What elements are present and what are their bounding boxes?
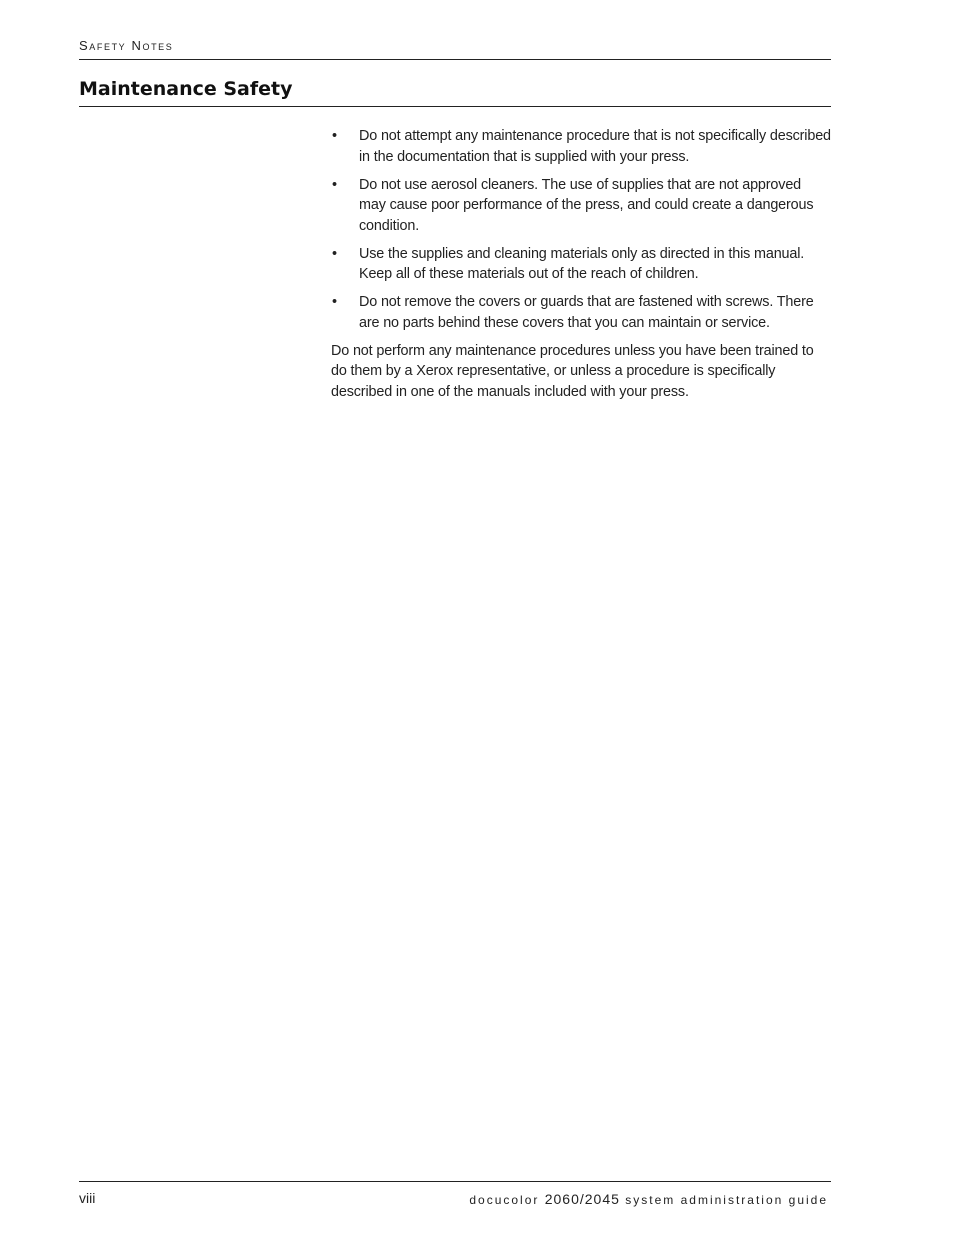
running-head: Safety Notes — [79, 38, 174, 53]
safety-bullet-list — [331, 126, 831, 333]
footer-model: 2060/2045 — [544, 1191, 620, 1207]
bullet-icon: • — [332, 245, 337, 262]
header-rule — [79, 59, 831, 60]
list-item — [331, 244, 831, 285]
list-item-text: Do not use aerosol cleaners. The use of supplies that are not approved may cause poor performance of the press, and could create a dangerous condition. — [359, 176, 814, 234]
list-item-text: Do not attempt any maintenance procedure that is not specifically described in the documentation that is supplied with your press. — [359, 128, 831, 165]
list-item — [331, 292, 831, 333]
page-number: viii — [79, 1190, 96, 1206]
list-item-text: Do not remove the covers or guards that are fastened with screws. There are no parts behind these covers that you can maintain or service. — [359, 294, 814, 331]
section-title: Maintenance Safety — [79, 78, 293, 100]
body-paragraph: Do not perform any maintenance procedures unless you have been trained to do them by a Xerox representative, or unless a procedure is specifically described in one of the manuals included with your press. — [331, 342, 814, 400]
footer-rule — [79, 1181, 831, 1182]
footer-guide-prefix: docucolor — [469, 1193, 540, 1207]
footer-guide-title — [469, 1191, 828, 1207]
footer-guide-suffix: system administration guide — [625, 1193, 828, 1207]
list-item-text: Use the supplies and cleaning materials only as directed in this manual. Keep all of these materials out of the reach of children. — [359, 245, 805, 282]
list-item — [331, 175, 831, 237]
bullet-icon: • — [332, 294, 337, 310]
main-content — [331, 126, 831, 402]
list-item — [331, 126, 831, 167]
bullet-icon: • — [332, 128, 337, 144]
title-rule — [79, 106, 831, 107]
bullet-icon: • — [332, 176, 337, 193]
